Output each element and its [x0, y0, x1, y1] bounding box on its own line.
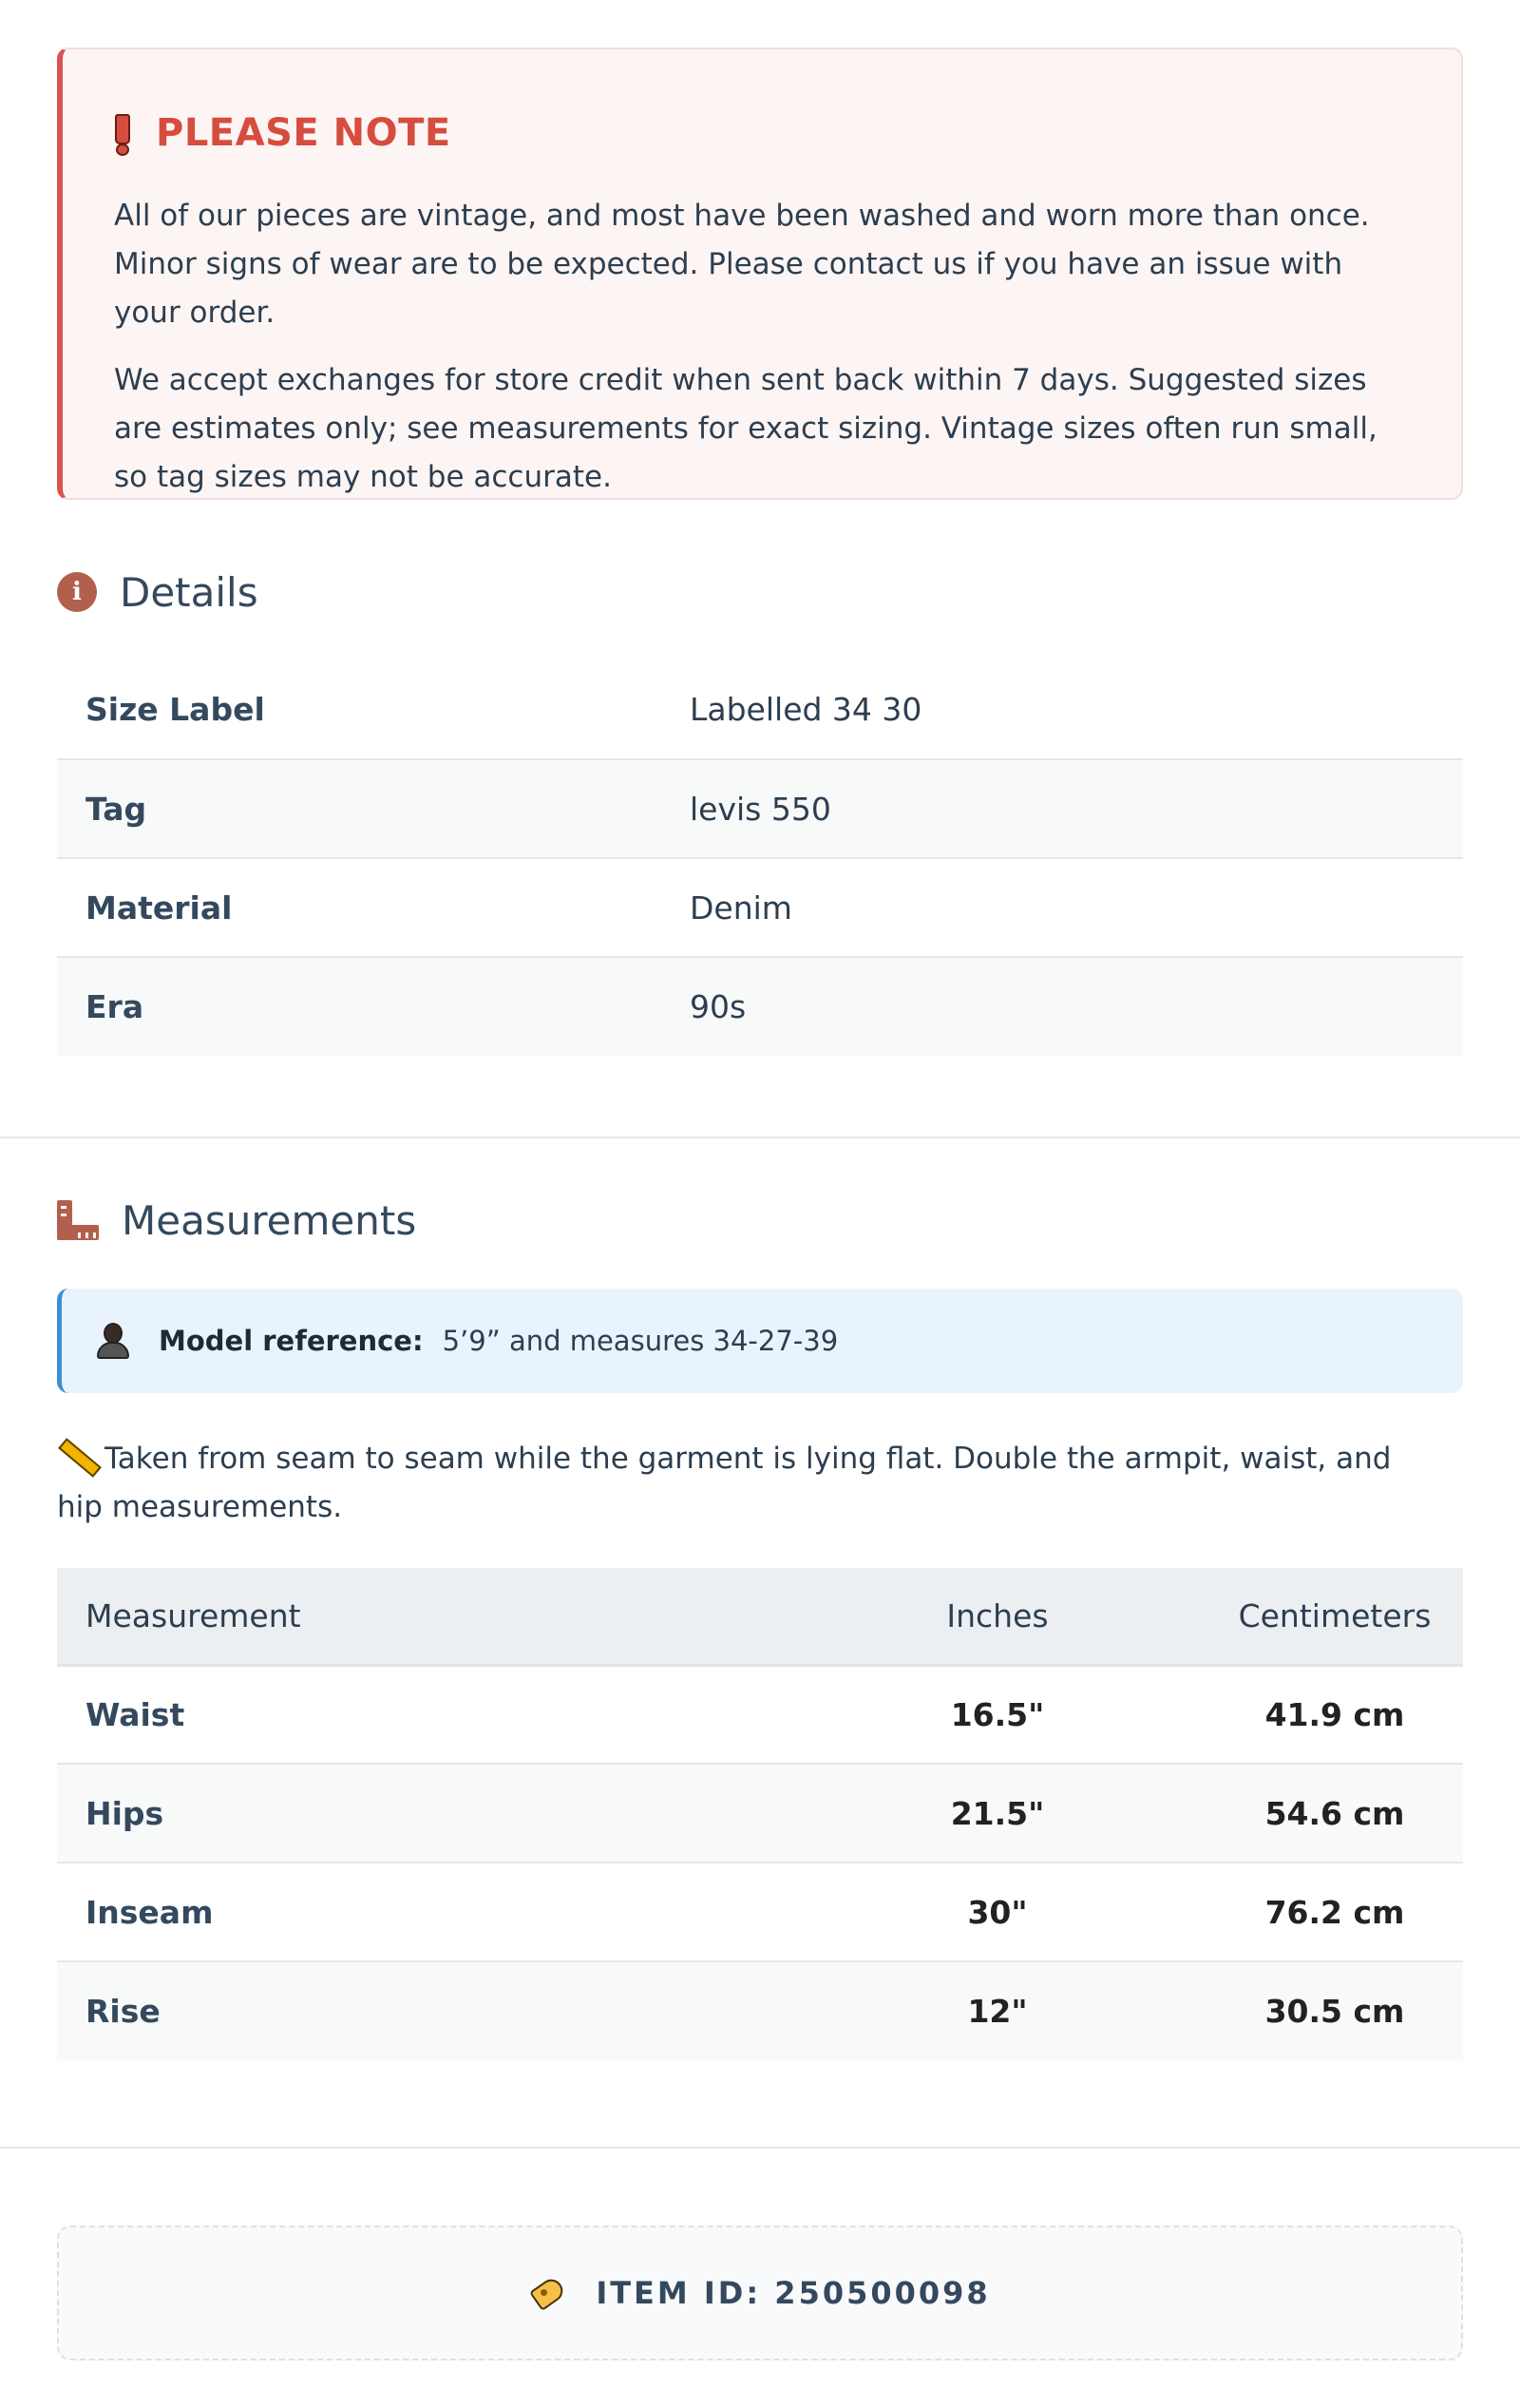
detail-label: Size Label — [86, 691, 265, 728]
pencil-icon — [57, 1437, 93, 1473]
measurements-table — [57, 1568, 1463, 2060]
model-reference-callout — [57, 1289, 1463, 1393]
column-header-centimeters: Centimeters — [1238, 1596, 1432, 1634]
method-note-text: Taken from seam to seam while the garment is lying flat. Double the armpit, waist, and hip measurements. — [57, 1442, 1392, 1524]
person-icon — [96, 1323, 130, 1359]
table-row — [57, 1665, 1463, 1764]
model-reference-value: 5’9” and measures 34-27-39 — [442, 1325, 839, 1357]
detail-value: 90s — [690, 988, 747, 1025]
table-row — [57, 1863, 1463, 1961]
measurement-cm: 30.5 cm — [1264, 1993, 1405, 2030]
measurement-cm: 41.9 cm — [1264, 1695, 1405, 1733]
measurements-title: Measurements — [122, 1196, 417, 1244]
table-row — [57, 1764, 1463, 1863]
info-icon: i — [57, 572, 97, 612]
table-row — [57, 660, 1463, 759]
notice-box — [57, 48, 1463, 500]
ruler-icon — [57, 1200, 99, 1240]
detail-label: Tag — [86, 790, 147, 828]
tag-icon — [529, 2274, 567, 2312]
table-row — [57, 759, 1463, 858]
measurement-inches: 21.5" — [950, 1794, 1045, 1832]
detail-value: Denim — [690, 889, 792, 927]
notice-title: PLEASE NOTE — [156, 111, 451, 155]
detail-value: Labelled 34 30 — [690, 691, 922, 728]
details-title: Details — [120, 568, 258, 616]
measurement-inches: 16.5" — [950, 1695, 1045, 1733]
details-heading — [57, 564, 258, 621]
table-row — [57, 858, 1463, 957]
exclamation-icon — [114, 114, 127, 152]
measurement-name: Waist — [86, 1695, 185, 1733]
item-id-box — [57, 2226, 1463, 2360]
detail-label: Era — [86, 988, 144, 1025]
table-header-row — [57, 1568, 1463, 1665]
column-header-inches: Inches — [946, 1596, 1049, 1634]
notice-heading — [114, 106, 1414, 160]
detail-value: levis 550 — [690, 790, 831, 828]
measurement-inches: 12" — [967, 1993, 1028, 2030]
detail-label: Material — [86, 889, 233, 927]
measurement-name: Hips — [86, 1794, 164, 1832]
table-row — [57, 957, 1463, 1056]
table-row — [57, 1961, 1463, 2060]
notice-paragraph-2: We accept exchanges for store credit when sent back within 7 days. Suggested sizes are estimates only; see measurements for exact sizing. Vintage sizes often run small, so tag sizes may not be accurate. — [114, 363, 1378, 494]
column-header-measurement: Measurement — [86, 1596, 301, 1634]
measurement-cm: 54.6 cm — [1264, 1794, 1405, 1832]
notice-paragraph-1: All of our pieces are vintage, and most have been washed and worn more than once. Minor signs of wear are to be expected. Please contact us if you have an issue with your order. — [114, 199, 1370, 330]
measurement-inches: 30" — [967, 1893, 1028, 1931]
section-divider — [0, 1137, 1520, 1138]
item-id-text: ITEM ID: 250500098 — [596, 2275, 991, 2311]
section-divider — [0, 2147, 1520, 2149]
details-table — [57, 660, 1463, 1056]
measurement-cm: 76.2 cm — [1264, 1893, 1405, 1931]
measurements-heading — [57, 1192, 416, 1249]
measurement-name: Rise — [86, 1993, 161, 2030]
measurement-method-note — [57, 1435, 1425, 1532]
measurement-name: Inseam — [86, 1893, 214, 1931]
model-reference-label: Model reference: — [159, 1325, 424, 1357]
